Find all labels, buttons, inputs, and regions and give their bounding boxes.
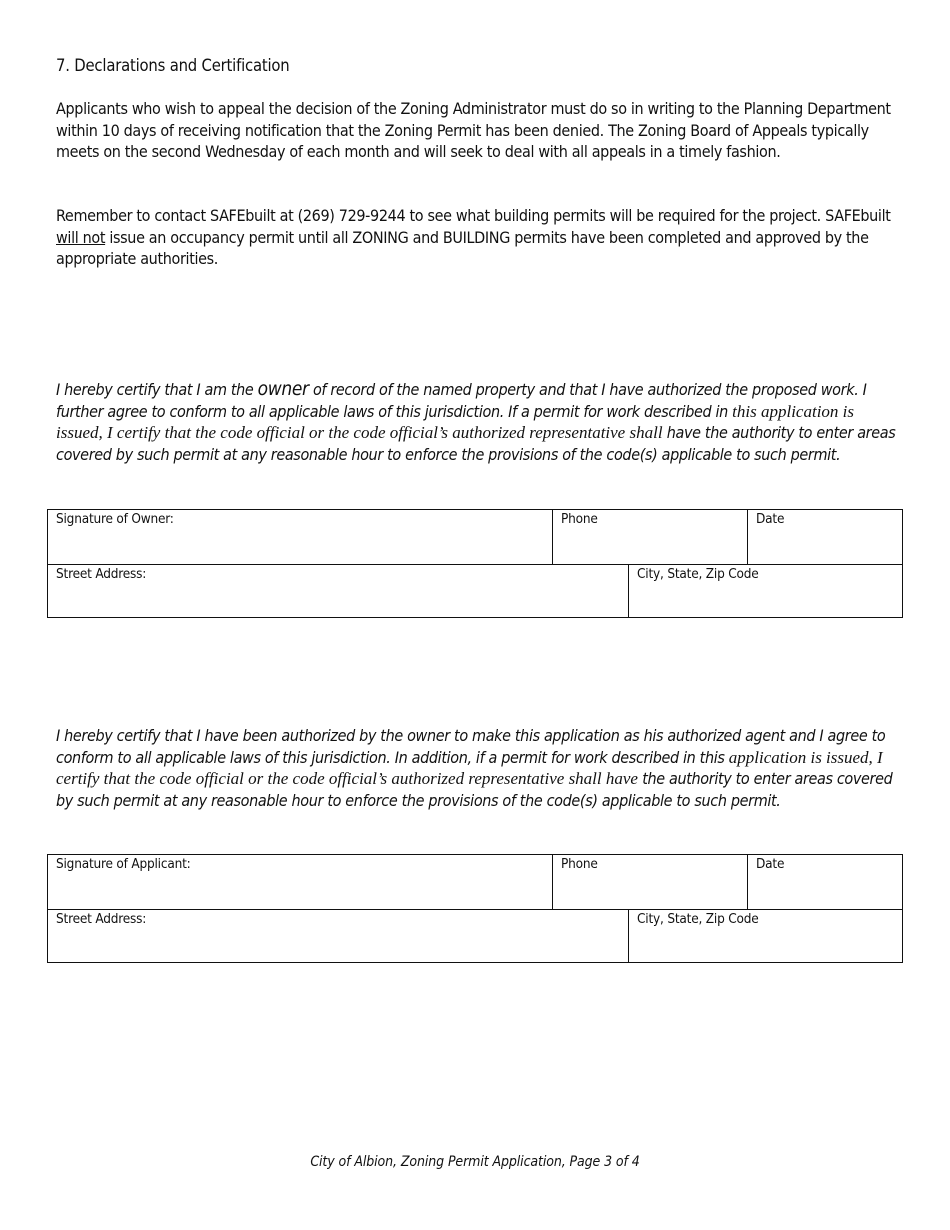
applicant-city-label: City, State, Zip Code bbox=[637, 911, 759, 927]
will-not-emphasis: will not bbox=[56, 227, 106, 247]
owner-form-col-divider-3 bbox=[628, 564, 629, 617]
owner-phone-label: Phone bbox=[561, 511, 598, 527]
appeal-paragraph: Applicants who wish to appeal the decision of the Zoning Administrator must do so in writing to the Planning Department within 10 days of receiving notification that the Zoning Permit has been denied. The Zoning Board of Appeals typically meets on the second Wednesday of each month and will seek to deal with all appeals in a timely fashion. bbox=[56, 99, 891, 161]
applicant-phone-label: Phone bbox=[561, 856, 598, 872]
applicant-signature-field[interactable] bbox=[48, 855, 553, 909]
applicant-city-field[interactable] bbox=[629, 910, 902, 962]
applicant-form-col-divider-2 bbox=[747, 855, 748, 909]
owner-city-label: City, State, Zip Code bbox=[637, 566, 759, 582]
applicant-form-row-divider bbox=[48, 909, 902, 910]
owner-cert-text-b: of record of the named property and that I have authorized the proposed work. I further agree to conform to all applicable laws of this jurisdiction. If a permit for work described in bbox=[56, 380, 867, 421]
agent-cert-text-a: I hereby certify that I have been authorized by the owner to make this application as his authorized agent and I agree to conform to all applicable laws of this jurisdiction. In addition, if a permit for work described in this bbox=[56, 726, 886, 767]
owner-date-label: Date bbox=[756, 511, 785, 527]
applicant-date-field[interactable] bbox=[748, 855, 902, 909]
owner-cert-text-serif: this application is issued, I certify that the code official or the code official’s authorized representative shall bbox=[56, 401, 855, 442]
section-heading: 7. Declarations and Certification bbox=[56, 56, 290, 75]
applicant-address-field[interactable] bbox=[48, 910, 629, 962]
safebuilt-text-2: issue an occupancy permit until all ZONING and BUILDING permits have been completed and approved by the appropriate authorities. bbox=[56, 227, 869, 268]
agent-certification-statement bbox=[56, 725, 898, 811]
applicant-date-label: Date bbox=[756, 856, 785, 872]
owner-signature-label: Signature of Owner: bbox=[56, 511, 174, 527]
owner-form-col-divider-2 bbox=[747, 510, 748, 564]
safebuilt-text-1: Remember to contact SAFEbuilt at (269) 729-9244 to see what building permits will be required for the project. SAFEbuilt bbox=[56, 206, 891, 225]
agent-cert-text-c: the authority to enter areas covered by such permit at any reasonable hour to enforce the provisions of the code(s) applicable to such permit. bbox=[56, 769, 893, 810]
owner-cert-text-a: I hereby certify that I am the bbox=[56, 380, 258, 399]
safebuilt-paragraph bbox=[56, 205, 898, 270]
applicant-phone-field[interactable] bbox=[553, 855, 748, 909]
owner-form-row-divider bbox=[48, 564, 902, 565]
page-footer: City of Albion, Zoning Permit Application, Page 3 of 4 bbox=[310, 1154, 640, 1170]
owner-city-field[interactable] bbox=[629, 565, 902, 617]
applicant-address-label: Street Address: bbox=[56, 911, 147, 927]
agent-cert-text-serif: application is issued, I certify that the code official or the code official’s authorized representative shall have bbox=[56, 747, 883, 788]
applicant-signature-form bbox=[47, 854, 903, 963]
owner-certification-statement bbox=[56, 379, 898, 465]
owner-cert-text-c: have the authority to enter areas covered by such permit at any reasonable hour to enforce the provisions of the code(s) applicable to such permit. bbox=[56, 423, 896, 464]
applicant-signature-label: Signature of Applicant: bbox=[56, 856, 191, 872]
applicant-form-col-divider-1 bbox=[552, 855, 553, 909]
owner-address-label: Street Address: bbox=[56, 566, 147, 582]
owner-emphasis: owner bbox=[257, 378, 309, 400]
owner-signature-form bbox=[47, 509, 903, 618]
owner-phone-field[interactable] bbox=[553, 510, 748, 564]
owner-form-col-divider-1 bbox=[552, 510, 553, 564]
applicant-form-col-divider-3 bbox=[628, 909, 629, 962]
owner-signature-field[interactable] bbox=[48, 510, 553, 564]
owner-address-field[interactable] bbox=[48, 565, 629, 617]
owner-date-field[interactable] bbox=[748, 510, 902, 564]
